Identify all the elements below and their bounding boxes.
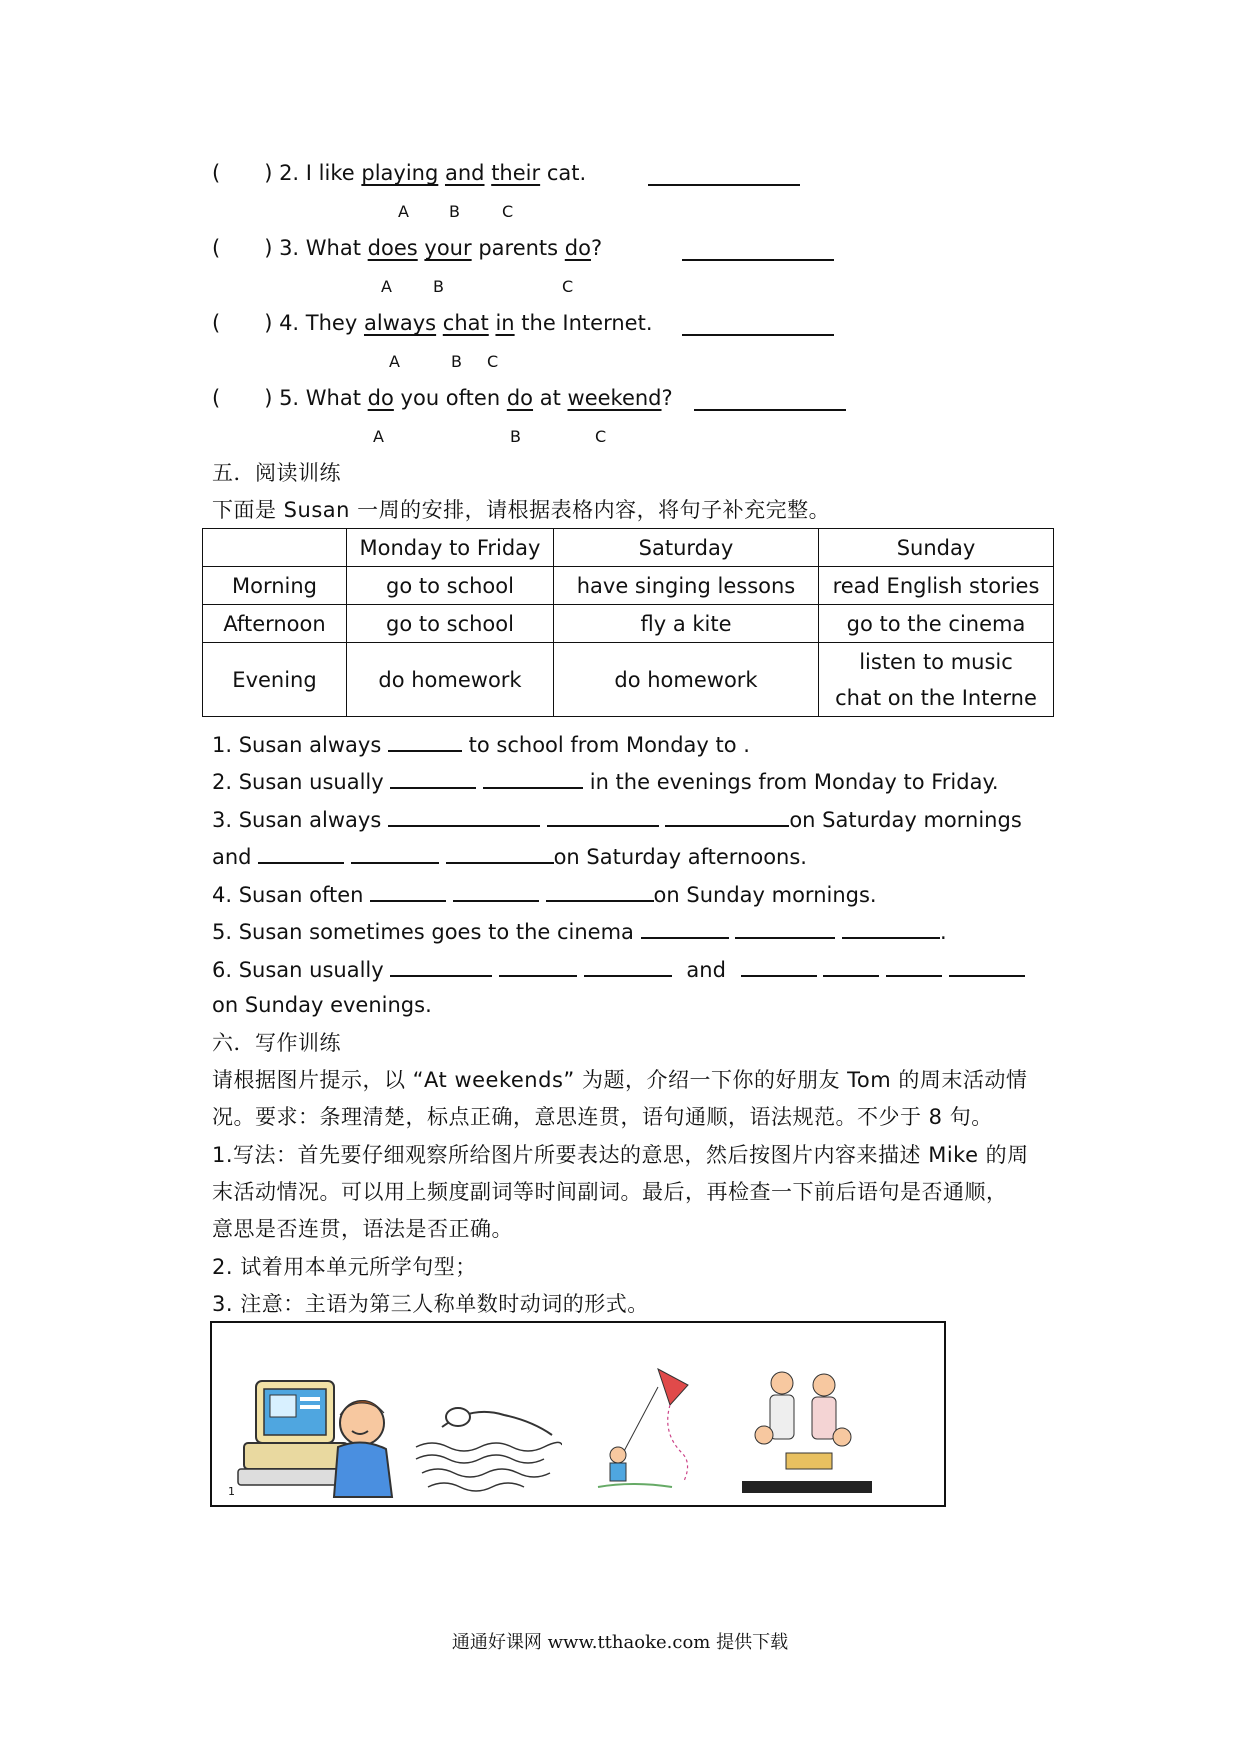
blank[interactable]: [949, 955, 1025, 977]
blank[interactable]: [446, 842, 554, 864]
table-header: Saturday: [554, 529, 819, 567]
answer-blank-2[interactable]: [648, 164, 800, 186]
family-activity-illustration: [742, 1363, 872, 1493]
option-a: A: [398, 202, 409, 221]
option-b: B: [451, 352, 462, 371]
writing-tip-2: 2. 试着用本单元所学句型；: [212, 1255, 477, 1279]
writing-prompt-line: 请根据图片提示，以 “At weekends” 为题，介绍一下你的好朋友 Tom 的周末活动情: [212, 1068, 1028, 1092]
swimming-illustration: [412, 1387, 562, 1499]
table-cell: have singing lessons: [554, 567, 819, 605]
table-header: Sunday: [819, 529, 1054, 567]
blank[interactable]: [351, 842, 439, 864]
row-label: Evening: [203, 643, 347, 717]
blank[interactable]: [390, 955, 492, 977]
table-cell: read English stories: [819, 567, 1054, 605]
table-cell: go to school: [347, 605, 554, 643]
table-cell: fly a kite: [554, 605, 819, 643]
option-b: B: [449, 202, 460, 221]
section-6-heading: 六．写作训练: [212, 1031, 341, 1055]
option-a: A: [381, 277, 392, 296]
blank[interactable]: [388, 730, 462, 752]
option-c: C: [502, 202, 514, 221]
table-header-empty: [203, 529, 347, 567]
blank[interactable]: [584, 955, 672, 977]
sentence-3-cont: and on Saturday afternoons.: [212, 842, 807, 870]
question-3: ( ) 3. What does your parents do?: [212, 236, 603, 260]
option-a: A: [389, 352, 400, 371]
blank[interactable]: [886, 955, 942, 977]
blank[interactable]: [842, 917, 940, 939]
question-5: ( ) 5. What do you often do at weekend?: [212, 386, 673, 410]
blank[interactable]: [258, 842, 344, 864]
answer-blank-3[interactable]: [682, 239, 834, 261]
blank[interactable]: [499, 955, 577, 977]
blank[interactable]: [741, 955, 817, 977]
writing-tip-line: 意思是否连贯，语法是否正确。: [212, 1217, 513, 1241]
writing-tip-line: 末活动情况。可以用上频度副词等时间副词。最后，再检查一下前后语句是否通顺，: [212, 1180, 1008, 1204]
blank[interactable]: [370, 880, 446, 902]
flying-kite-illustration: [592, 1363, 722, 1493]
boy-using-computer-illustration: [234, 1373, 402, 1501]
table-cell: go to school: [347, 567, 554, 605]
blank[interactable]: [390, 767, 476, 789]
section-5-heading: 五．阅读训练: [212, 461, 341, 485]
sentence-6-cont: on Sunday evenings.: [212, 993, 432, 1017]
writing-prompt-line: 况。要求：条理清楚，标点正确，意思连贯，语句通顺，语法规范。不少于 8 句。: [212, 1105, 993, 1129]
sentence-4: 4. Susan often on Sunday mornings.: [212, 880, 877, 908]
table-cell: do homework: [554, 643, 819, 717]
blank[interactable]: [453, 880, 539, 902]
picture-number: 1: [228, 1485, 235, 1498]
option-a: A: [373, 427, 384, 446]
section-5-intro: 下面是 Susan 一周的安排，请根据表格内容，将句子补充完整。: [212, 498, 831, 522]
row-label: Afternoon: [203, 605, 347, 643]
option-c: C: [487, 352, 499, 371]
sentence-6: 6. Susan usually and: [212, 955, 1025, 983]
table-cell-line: chat on the Interne: [835, 685, 1037, 710]
answer-blank-5[interactable]: [694, 389, 846, 411]
writing-tip-line: 1.写法：首先要仔细观察所给图片所要表达的意思，然后按图片内容来描述 Mike 的周: [212, 1143, 1029, 1167]
blank[interactable]: [388, 805, 540, 827]
option-b: B: [433, 277, 444, 296]
table-cell: [819, 643, 1054, 717]
row-label: Morning: [203, 567, 347, 605]
question-4: ( ) 4. They always chat in the Internet.: [212, 311, 653, 335]
blank[interactable]: [665, 805, 789, 827]
blank[interactable]: [641, 917, 729, 939]
table-cell-line: listen to music: [859, 649, 1013, 674]
question-2: ( ) 2. I like playing and their cat.: [212, 161, 587, 185]
blank[interactable]: [547, 805, 659, 827]
blank[interactable]: [735, 917, 835, 939]
option-c: C: [562, 277, 574, 296]
blank[interactable]: [823, 955, 879, 977]
option-b: B: [510, 427, 521, 446]
writing-tip-3: 3. 注意：主语为第三人称单数时动词的形式。: [212, 1292, 649, 1316]
blank[interactable]: [546, 880, 654, 902]
option-c: C: [595, 427, 607, 446]
footer-text: 通通好课网 www.tthaoke.com 提供下载: [451, 1632, 789, 1653]
blank[interactable]: [483, 767, 583, 789]
activity-pictures: [210, 1321, 946, 1507]
table-cell: do homework: [347, 643, 554, 717]
table-cell: go to the cinema: [819, 605, 1054, 643]
sentence-1: 1. Susan always to school from Monday to .: [212, 730, 750, 758]
sentence-5: 5. Susan sometimes goes to the cinema .: [212, 917, 947, 945]
sentence-3: 3. Susan always on Saturday mornings: [212, 805, 1022, 833]
table-header: Monday to Friday: [347, 529, 554, 567]
answer-blank-4[interactable]: [682, 314, 834, 336]
schedule-table: [202, 528, 1054, 717]
sentence-2: 2. Susan usually in the evenings from Monday to Friday.: [212, 767, 999, 795]
